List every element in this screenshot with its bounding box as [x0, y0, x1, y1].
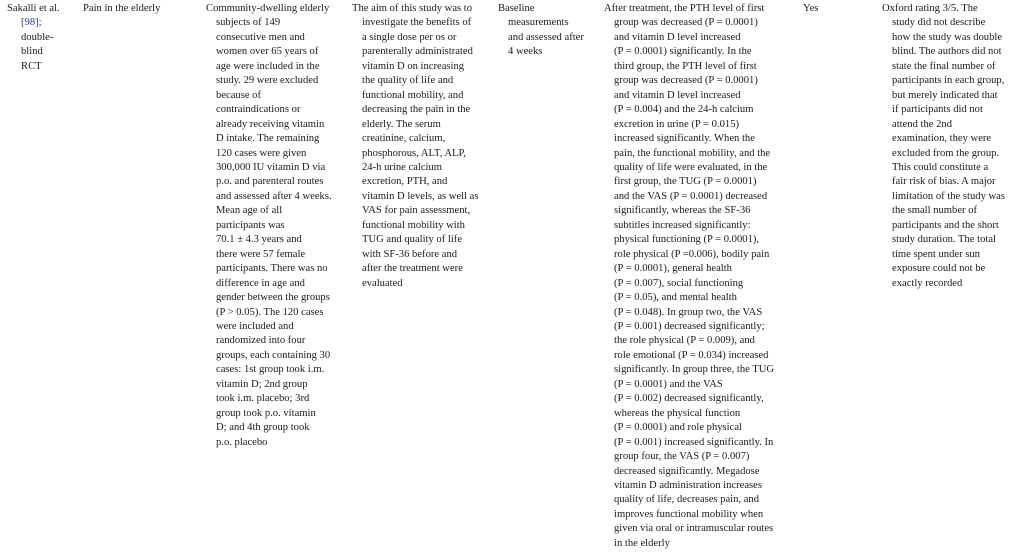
- cell-line: participants was: [216, 219, 285, 231]
- condition-text: Pain in the elderly: [83, 3, 161, 14]
- cell-line: VAS for pain assessment,: [362, 205, 471, 217]
- cell-line: a single dose per os or: [362, 31, 457, 43]
- cell-line: gender between the groups: [216, 292, 330, 304]
- cell-line: functional mobility with: [362, 219, 465, 231]
- study-design: blind: [21, 46, 43, 58]
- cell-line: After treatment, the PTH level of first: [604, 3, 765, 14]
- cell-line: significantly. In group three, the TUG: [614, 364, 775, 376]
- condition-cell: [83, 2, 193, 16]
- cell-line: physical functioning (P = 0.0001),: [614, 234, 760, 246]
- cell-line: subjects of 149: [216, 17, 281, 29]
- cell-line: Mean age of all: [216, 205, 283, 217]
- cell-line: Community-dwelling elderly: [206, 3, 330, 14]
- cell-line: already receiving vitamin: [216, 118, 325, 130]
- cell-line: blind. The authors did not: [892, 46, 1002, 58]
- cell-line: (P = 0.001) decreased significantly;: [614, 320, 765, 332]
- cell-line: Oxford rating 3/5. The: [882, 3, 978, 14]
- cell-line: study. 29 were excluded: [216, 75, 319, 87]
- study-design: RCT: [21, 60, 42, 72]
- cell-line: (P = 0.002) decreased significantly,: [614, 393, 764, 405]
- cell-line: age were included in the: [216, 60, 320, 72]
- cell-line: investigate the benefits of: [362, 17, 472, 29]
- cell-line: pain, the functional mobility, and the: [614, 147, 771, 159]
- cell-line: first group, the TUG (P = 0.0001): [614, 176, 757, 188]
- cell-line: (P = 0.001) increased significantly. In: [614, 436, 774, 448]
- cell-line: and the VAS (P = 0.0001) decreased: [614, 190, 768, 202]
- cell-line: 24-h urine calcium: [362, 161, 443, 173]
- cell-line: examination, they were: [892, 133, 992, 145]
- cell-line: the role physical (P = 0.009), and: [614, 335, 755, 347]
- cell-line: groups, each containing 30: [216, 349, 331, 361]
- cell-line: Baseline: [498, 3, 535, 14]
- cell-line: took i.m. placebo; 3rd: [216, 393, 310, 405]
- cell-line: significantly, whereas the SF-36: [614, 205, 751, 217]
- cell-line: given via oral or intramuscular routes: [614, 523, 774, 535]
- cell-line: TUG and quality of life: [362, 234, 463, 246]
- cell-line: how the study was double: [892, 31, 1003, 43]
- cell-line: the quality of life and: [362, 75, 454, 87]
- cell-line: and vitamin D level increased: [614, 31, 741, 43]
- cell-line: and assessed after 4 weeks.: [216, 190, 332, 202]
- cell-line: women over 65 years of: [216, 46, 319, 58]
- cell-line: there were 57 female: [216, 248, 306, 260]
- cell-line: creatinine, calcium,: [362, 133, 446, 145]
- cell-line: excretion in urine (P = 0.015): [614, 118, 740, 130]
- cell-line: group was decreased (P = 0.0001): [614, 17, 758, 29]
- cell-line: (P = 0.05), and mental health: [614, 292, 737, 304]
- cell-line: after the treatment were: [362, 263, 463, 275]
- cell-line: exactly recorded: [892, 277, 963, 289]
- cell-line: role emotional (P = 0.034) increased: [614, 349, 769, 361]
- cell-line: elderly. The serum: [362, 118, 441, 130]
- cell-line: contraindications or: [216, 104, 301, 116]
- cell-line: decreased significantly. Megadose: [614, 465, 760, 477]
- cell-line: (P = 0.007), social functioning: [614, 277, 744, 289]
- cell-line: group was decreased (P = 0.0001): [614, 75, 758, 87]
- results-cell: [604, 2, 794, 551]
- cell-line: state the final number of: [892, 60, 996, 72]
- cell-line: group four, the VAS (P = 0.007): [614, 451, 750, 463]
- cell-line: in the elderly: [614, 537, 670, 549]
- study-author: Sakalli et al.: [7, 3, 60, 14]
- cell-line: whereas the physical function: [614, 407, 741, 419]
- cell-line: (P > 0.05). The 120 cases: [216, 306, 324, 318]
- cell-line: consecutive men and: [216, 31, 305, 43]
- cell-line: (P = 0.0001) and role physical: [614, 422, 742, 434]
- cell-line: randomized into four: [216, 335, 306, 347]
- cell-line: increased significantly. When the: [614, 133, 755, 145]
- cell-line: quality of life were evaluated, in the: [614, 161, 768, 173]
- cell-line: parenterally administrated: [362, 46, 473, 58]
- cell-line: p.o. and parenteral routes: [216, 176, 324, 188]
- cell-line: (P = 0.0001) significantly. In the: [614, 46, 752, 58]
- cell-line: study duration. The total: [892, 234, 996, 246]
- cell-line: were included and: [216, 320, 294, 332]
- cell-line: time spent under sun: [892, 248, 980, 260]
- cell-line: third group, the PTH level of first: [614, 60, 757, 72]
- participants-cell: [206, 2, 346, 450]
- cell-line: and assessed after: [508, 31, 584, 43]
- cell-line: measurements: [508, 17, 569, 29]
- cell-line: 70.1 ± 4.3 years and: [216, 234, 302, 246]
- cell-line: participants and the short: [892, 219, 999, 231]
- cell-line: with SF-36 before and: [362, 248, 458, 260]
- cell-line: cases: 1st group took i.m.: [216, 364, 325, 376]
- cell-line: D intake. The remaining: [216, 133, 320, 145]
- cell-line: vitamin D; 2nd group: [216, 378, 308, 390]
- cell-line: (P = 0.048). In group two, the VAS: [614, 306, 763, 318]
- cell-line: (P = 0.0001), general health: [614, 263, 732, 275]
- cell-line: (P = 0.004) and the 24-h calcium: [614, 104, 754, 116]
- significance-value: Yes: [803, 3, 819, 14]
- cell-line: p.o. placebo: [216, 436, 268, 448]
- cell-line: limitation of the study was: [892, 190, 1005, 202]
- study-cell: [7, 2, 75, 74]
- cell-line: but merely indicated that: [892, 89, 998, 101]
- cell-line: the small number of: [892, 205, 978, 217]
- timing-cell: [498, 2, 598, 60]
- cell-line: excretion, PTH, and: [362, 176, 448, 188]
- cell-line: participants in each group,: [892, 75, 1005, 87]
- cell-line: quality of life, decreases pain, and: [614, 494, 760, 506]
- cell-line: phosphorous, ALT, ALP,: [362, 147, 466, 159]
- significance-cell: [803, 2, 843, 16]
- cell-line: improves functional mobility when: [614, 508, 764, 520]
- cell-line: exposure could not be: [892, 263, 986, 275]
- cell-line: excluded from the group.: [892, 147, 1000, 159]
- cell-line: This could constitute a: [892, 161, 989, 173]
- cell-line: 4 weeks: [508, 46, 543, 58]
- aim-cell: [352, 2, 492, 291]
- cell-line: 120 cases were given: [216, 147, 307, 159]
- cell-line: evaluated: [362, 277, 403, 289]
- cell-line: functional mobility, and: [362, 89, 464, 101]
- cell-line: if participants did not: [892, 104, 983, 116]
- cell-line: vitamin D administration increases: [614, 479, 762, 491]
- cell-line: participants. There was no: [216, 263, 328, 275]
- citation-link[interactable]: [98];: [21, 17, 42, 29]
- cell-line: fair risk of bias. A major: [892, 176, 996, 188]
- cell-line: attend the 2nd: [892, 118, 953, 130]
- cell-line: vitamin D on increasing: [362, 60, 465, 72]
- cell-line: (P = 0.0001) and the VAS: [614, 378, 723, 390]
- cell-line: role physical (P =0.006), bodily pain: [614, 248, 770, 260]
- cell-line: 300,000 IU vitamin D via: [216, 161, 326, 173]
- cell-line: subtitles increased significantly:: [614, 219, 751, 231]
- cell-line: and vitamin D level increased: [614, 89, 741, 101]
- quality-cell: [882, 2, 1032, 291]
- cell-line: The aim of this study was to: [352, 3, 473, 14]
- study-design: double-: [21, 31, 54, 43]
- cell-line: study did not describe: [892, 17, 986, 29]
- cell-line: vitamin D levels, as well as: [362, 190, 479, 202]
- cell-line: group took p.o. vitamin: [216, 407, 316, 419]
- cell-line: difference in age and: [216, 277, 305, 289]
- cell-line: decreasing the pain in the: [362, 104, 471, 116]
- cell-line: because of: [216, 89, 261, 101]
- cell-line: D; and 4th group took: [216, 422, 310, 434]
